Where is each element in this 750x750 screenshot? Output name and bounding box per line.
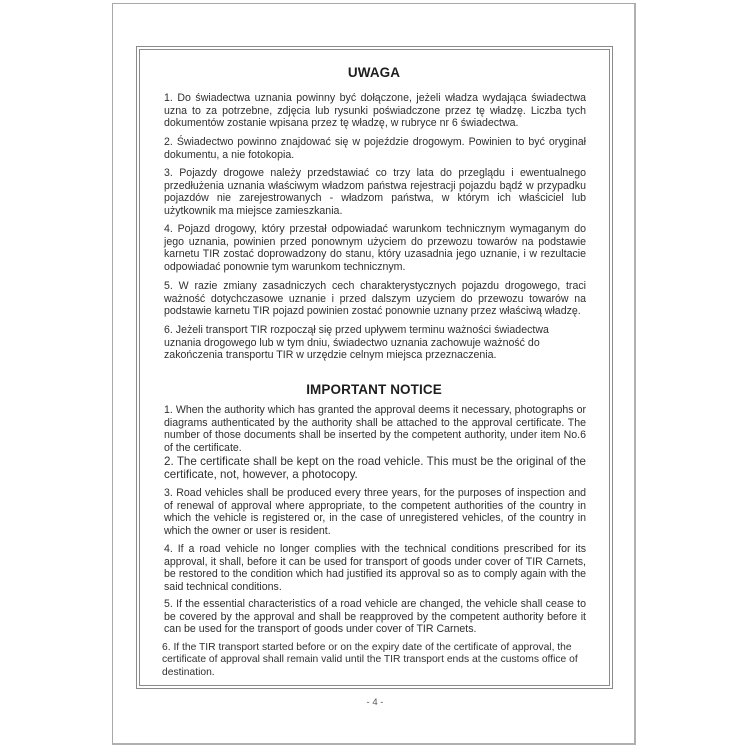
polish-paragraph-1: 1. Do świadectwa uznania powinny być dołączone, jeżeli władza wydająca świadectwa uzna to za potrzebne, zdjęcia lub rysunki poświadczone przez tę władzę. Liczba tych dokumentów zostanie wpisana przez tę władzę, w rubryce nr 6 świadectwa. [164, 92, 586, 129]
polish-paragraph-4: 4. Pojazd drogowy, który przestał odpowiadać warunkom technicznym wymaganym do jego uznania, powinien przed ponownym użyciem do przewozu towarów na podstawie karnetu TIR zostać doprowadzony do stanu, który uzasadnia jego uznanie, i w rezultacie odpowiadać ponownie tym warunkom technicznym. [164, 223, 586, 273]
english-heading: IMPORTANT NOTICE [306, 382, 442, 397]
polish-paragraph-3: 3. Pojazdy drogowe należy przedstawiać co trzy lata do przeglądu i ewentualnego przedłużenia uznania właściwym władzom państwa rejestracji pojazdu bądź w przypadku pojazdów nie zarejestrowanych - władzom państwa, w którym ich właściciel lub użytkownik ma miejsce zamieszkania. [164, 167, 586, 217]
english-paragraph-1: 1. When the authority which has granted the approval deems it necessary, photographs or diagrams authenticated by the authority shall be attached to the approval certificate. The number of those documents shall be inserted by the competent authority, under item No.6 of the certificate. [164, 404, 586, 454]
polish-paragraph-6: 6. Jeżeli transport TIR rozpoczął się przed upływem terminu ważności świadectwa uznania drogowego lub w tym dniu, świadectwo uznania zachowuje ważność do zakończenia transportu TIR w urzędzie celnym miejsca przeznaczenia. [164, 324, 549, 361]
english-paragraph-6: 6. If the TIR transport started before or on the expiry date of the certificate of approval, the certificate of approval shall remain valid until the TIR transport ends at the customs office of destination. [162, 642, 578, 678]
english-paragraph-5: 5. If the essential characteristics of a road vehicle are changed, the vehicle shall cease to be covered by the approval and shall be reapproved by the competent authority before it can be used for the transport of goods under cover of TIR Carnets. [164, 598, 586, 635]
polish-paragraph-5: 5. W razie zmiany zasadniczych cech charakterystycznych pojazdu drogowego, traci ważność dotychczasowe uznanie i przed dalszym uzyciem do przewozu towarów na podstawie karnetu TIR pojazd powinien zostać ponownie uznany przez właściwą władzę. [164, 280, 586, 317]
page-number: - 4 - [366, 697, 384, 708]
english-paragraph-2: 2. The certificate shall be kept on the road vehicle. This must be the original of the certificate, not, however, a photocopy. [164, 455, 586, 481]
polish-heading: UWAGA [347, 65, 401, 80]
polish-paragraph-2: 2. Świadectwo powinno znajdować się w pojeździe drogowym. Powinien to być oryginał dokumentu, a nie fotokopia. [164, 136, 586, 161]
english-paragraph-3: 3. Road vehicles shall be produced every three years, for the purposes of inspection and of renewal of approval where appropriate, to the competent authorities of the country in which the vehicle is registered or, in the case of unregistered vehicles, of the country in which the owner or user is resident. [164, 487, 586, 537]
english-paragraph-4: 4. If a road vehicle no longer complies with the technical conditions prescribed for its approval, it shall, before it can be used for transport of goods under cover of TIR Carnets, be restored to the condition which had justified its approval so as to comply again with the said technical conditions. [164, 543, 586, 593]
